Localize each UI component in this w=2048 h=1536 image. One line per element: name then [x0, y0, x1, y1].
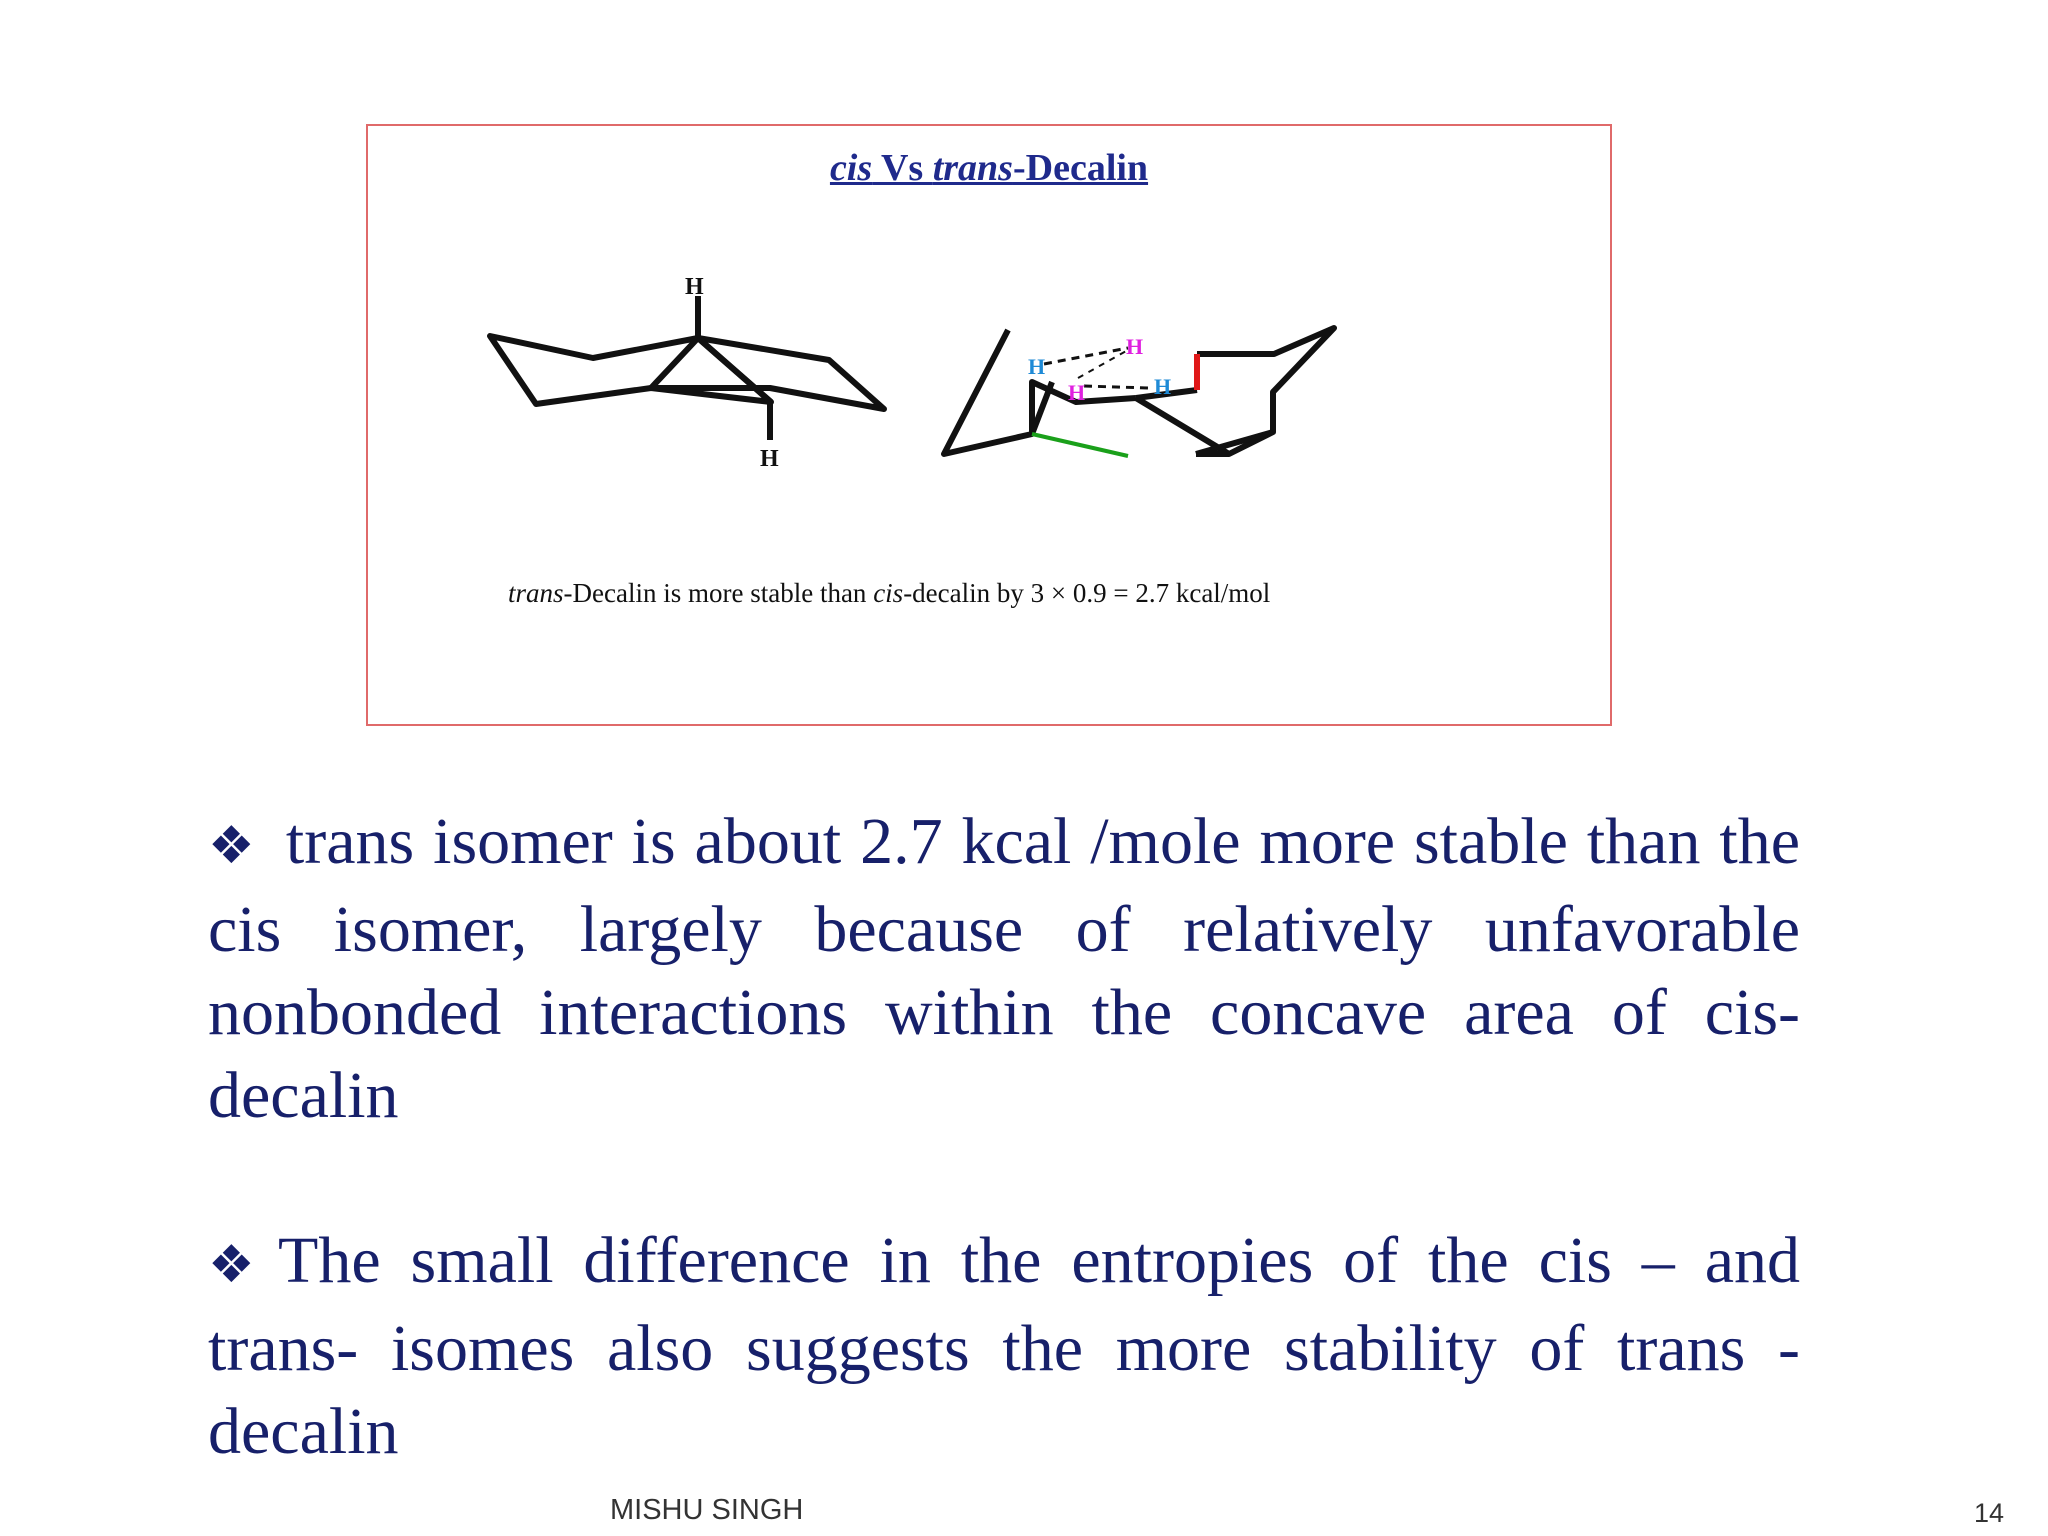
nonbonded-2: [1084, 386, 1148, 388]
bullet-text: The small difference in the entropies of the cis – and trans- isomes also suggests the more stability of trans - decalin: [208, 1224, 1801, 1468]
h-magenta-top: H: [1126, 334, 1144, 359]
bullet-text: trans isomer is about 2.7 kcal /mole more stable than the cis isomer, largely because of relatively unfavorable nonbonded interactions within the concave area of cis-decalin: [208, 805, 1800, 1132]
nonbonded-1: [1044, 348, 1128, 364]
bullet-list: [208, 800, 1800, 1473]
bullet-item: [208, 1219, 1800, 1473]
green-bond: [1032, 434, 1128, 456]
trans-decalin-structure: [490, 296, 884, 440]
h-label-bottom: H: [760, 446, 779, 472]
diamond-bullet-icon: ❖: [208, 816, 258, 876]
h-blue-left: H: [1028, 354, 1046, 379]
decalin-structures: [368, 126, 1614, 728]
figure-caption: trans-Decalin is more stable than cis-decalin by 3 × 0.9 = 2.7 kcal/mol: [508, 578, 1271, 608]
decalin-figure: [366, 124, 1612, 726]
footer-author: MISHU SINGH: [610, 1494, 804, 1526]
h-blue-right: H: [1154, 374, 1172, 399]
page-number: 14: [1973, 1498, 2004, 1528]
h-label-top: H: [685, 274, 704, 300]
diamond-bullet-icon: ❖: [208, 1235, 269, 1295]
figure-title: cis Vs trans-Decalin: [829, 147, 1149, 189]
h-magenta-mid: H: [1068, 380, 1086, 405]
bullet-item: [208, 800, 1800, 1137]
